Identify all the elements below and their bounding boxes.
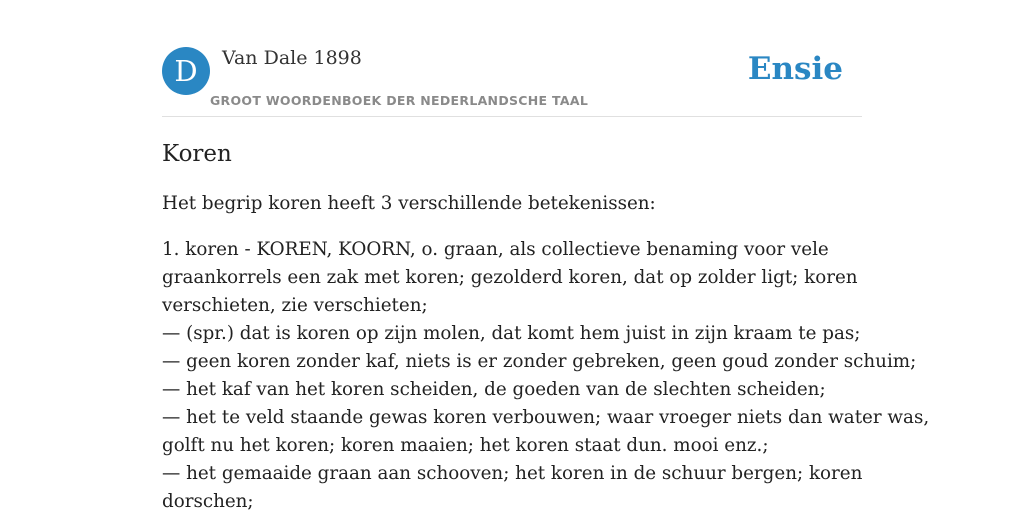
dictionary-subtitle: GROOT WOORDENBOEK DER NEDERLANDSCHE TAAL — [210, 93, 589, 108]
definition-line: — geen koren zonder kaf, niets is er zonder gebreken, geen goud zonder schuim; — [162, 351, 917, 372]
definition-line: 1. koren - KOREN, KOORN, o. graan, als collectieve benaming voor vele — [162, 239, 829, 260]
definition-line: — het te veld staande gewas koren verbouwen; waar vroeger niets dan water was, — [162, 407, 930, 428]
dictionary-logo-icon[interactable]: D — [162, 47, 210, 95]
definition-line: — het gemaaide graan aan schooven; het koren in de schuur bergen; koren — [162, 463, 863, 484]
entry-title: Koren — [162, 141, 232, 167]
dictionary-name-link[interactable]: Van Dale 1898 — [222, 47, 362, 69]
definition-line: — het kaf van het koren scheiden, de goeden van de slechten scheiden; — [162, 379, 826, 400]
definition-line: verschieten, zie verschieten; — [162, 295, 428, 316]
definition-line: dorschen; — [162, 491, 254, 512]
ensie-logo-link[interactable]: Ensie — [747, 51, 843, 87]
header — [162, 46, 862, 117]
entry-content — [162, 138, 930, 512]
entry-definition — [162, 236, 930, 512]
entry-intro: Het begrip koren heeft 3 verschillende betekenissen: — [162, 193, 656, 214]
definition-line: — (spr.) dat is koren op zijn molen, dat komt hem juist in zijn kraam te pas; — [162, 323, 861, 344]
definition-line: graankorrels een zak met koren; gezolderd koren, dat op zolder ligt; koren — [162, 267, 858, 288]
definition-line: golft nu het koren; koren maaien; het koren staat dun. mooi enz.; — [162, 435, 769, 456]
